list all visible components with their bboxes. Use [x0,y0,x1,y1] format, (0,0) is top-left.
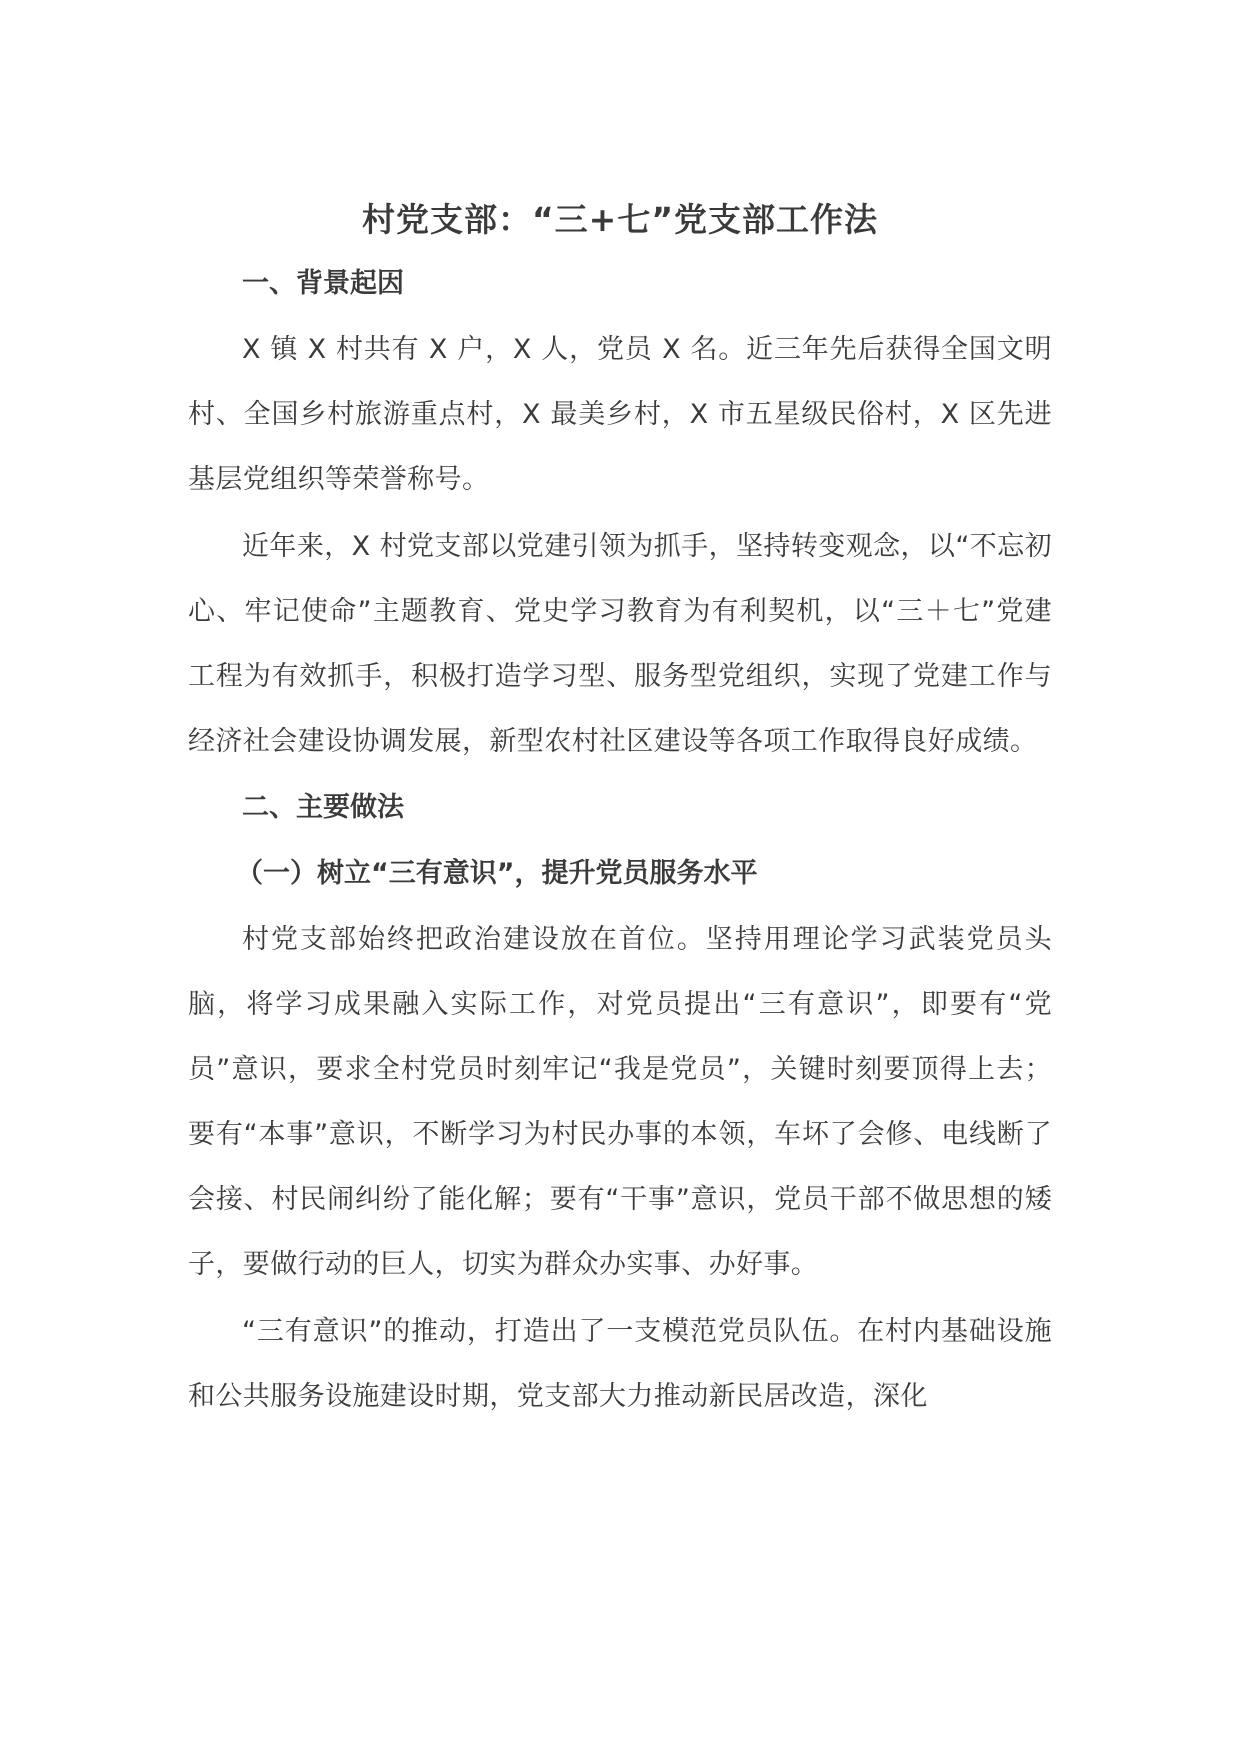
paragraph-background-2: 近年来，X 村党支部以党建引领为抓手，坚持转变观念，以“不忘初心、牢记使命”主题教育、党史学习教育为有利契机，以“三＋七”党建工程为有效抓手，积极打造学习型、服务型党组织，实现了党建工作与经济社会建设协调发展，新型农村社区建设等各项工作取得良好成绩。 [188,531,1052,757]
document-title: 村党支部：“三+七”党支部工作法 [361,200,879,239]
paragraph-three-awareness-2: “三有意识”的推动，打造出了一支模范党员队伍。在村内基础设施和公共服务设施建设时期，党支部大力推动新民居改造，深化 [188,1316,1052,1412]
subsection-heading-three-awareness: （一）树立“三有意识”，提升党员服务水平 [236,858,758,889]
section-heading-background: 一、背景起因 [242,268,404,299]
document-page [188,200,1052,1431]
paragraph-three-awareness-1: 村党支部始终把政治建设放在首位。坚持用理论学习武装党员头脑，将学习成果融入实际工作，对党员提出“三有意识”，即要有“党员”意识，要求全村党员时刻牢记“我是党员”，关键时刻要顶得上去；要有“本事”意识，不断学习为村民办事的本领，车坏了会修、电线断了会接、村民闹纠纷了能化解；要有“干事”意识，党员干部不做思想的矮子，要做行动的巨人，切实为群众办实事、办好事。 [188,924,1052,1280]
paragraph-background-1: X 镇 X 村共有 X 户，X 人，党员 X 名。近三年先后获得全国文明村、全国乡村旅游重点村，X 最美乡村，X 市五星级民俗村，X 区先进基层党组织等荣誉称号。 [188,334,1052,495]
section-heading-main-practices: 二、主要做法 [242,792,404,823]
